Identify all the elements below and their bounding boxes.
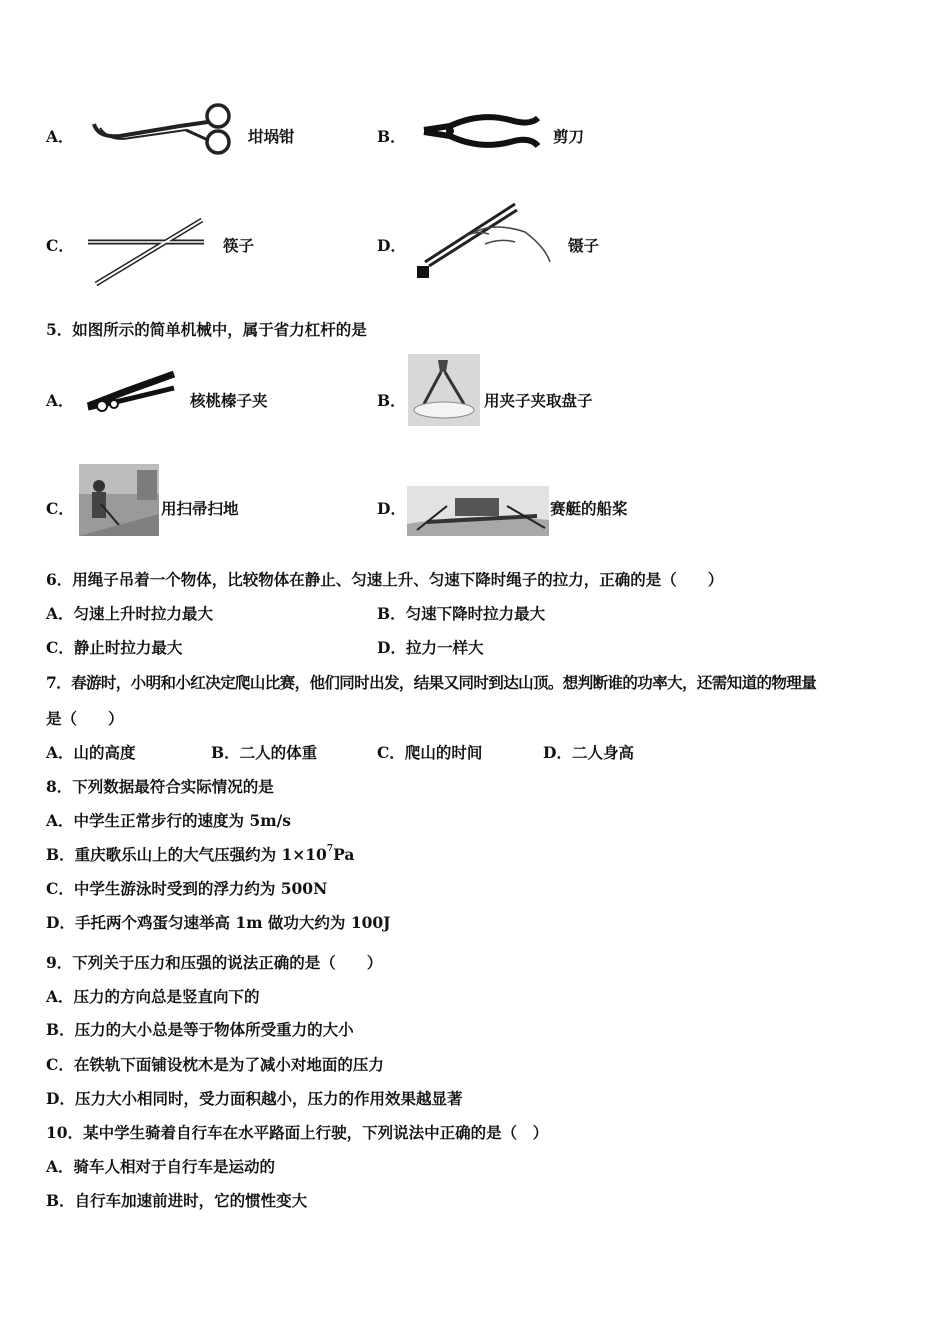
q10-option-b: B．自行车加速前进时，它的惯性变大	[46, 1191, 308, 1210]
q4-option-d-letter: D．	[377, 236, 406, 255]
q7-option-a: A．山的高度	[46, 743, 136, 762]
q4-option-a-text: 坩埚钳	[248, 127, 295, 146]
q6-stem: 6．用绳子吊着一个物体，比较物体在静止、匀速上升、匀速下降时绳子的拉力，正确的是（ ）	[46, 570, 724, 589]
q8-option-c: C．中学生游泳时受到的浮力约为 500N	[46, 879, 328, 898]
q4-option-a-letter: A．	[46, 127, 74, 146]
q4-option-b-letter: B．	[377, 127, 406, 146]
q5-option-b-text: 用夹子夹取盘子	[484, 391, 593, 410]
q7-option-b: B．二人的体重	[211, 743, 318, 762]
q5-option-d-text: 赛艇的船桨	[550, 499, 628, 518]
q8-option-b	[46, 845, 354, 865]
q10-option-a: A．骑车人相对于自行车是运动的	[46, 1157, 276, 1176]
q9-option-d: D．压力大小相同时，受力面积越小，压力的作用效果越显著	[46, 1089, 463, 1108]
q5-option-b-letter: B．	[377, 391, 406, 410]
nutcracker-image	[84, 370, 180, 418]
tweezers-image	[405, 192, 555, 292]
q9-option-a: A．压力的方向总是竖直向下的	[46, 987, 260, 1006]
q4-option-c-text: 筷子	[223, 236, 255, 255]
q6-option-b: B．匀速下降时拉力最大	[377, 604, 546, 623]
q9-stem: 9．下列关于压力和压强的说法正确的是（ ）	[46, 953, 383, 972]
sweeping-broom-photo	[79, 464, 159, 536]
q7-option-c: C．爬山的时间	[377, 743, 483, 762]
q6-option-a: A．匀速上升时拉力最大	[46, 604, 214, 623]
q5-option-a-text: 核桃榛子夹	[190, 391, 268, 410]
q10-stem: 10．某中学生骑着自行车在水平路面上行驶，下列说法中正确的是（ ）	[46, 1123, 549, 1142]
q5-option-a-letter: A．	[46, 391, 74, 410]
rowing-boat-oars-photo	[407, 486, 549, 536]
q7-option-d: D．二人身高	[543, 743, 634, 762]
q7-stem-line2: 是（ ）	[46, 709, 124, 728]
q8-option-a: A．中学生正常步行的速度为 5m/s	[46, 811, 291, 830]
q6-option-c: C．静止时拉力最大	[46, 638, 183, 657]
q5-option-c-letter: C．	[46, 499, 74, 518]
q9-option-b: B．压力的大小总是等于物体所受重力的大小	[46, 1020, 354, 1039]
plate-clip-photo	[408, 354, 480, 426]
q8-option-b-exponent: 7	[326, 844, 334, 854]
q4-option-d-text: 镊子	[568, 236, 600, 255]
q7-stem-line1: 7．春游时，小明和小红决定爬山比赛，他们同时出发，结果又同时到达山顶。想判断谁的功率大，还需知道的物理量	[46, 673, 817, 692]
q8-option-b-unit: Pa	[333, 845, 355, 864]
q4-option-b-text: 剪刀	[553, 127, 585, 146]
q5-option-d-letter: D．	[377, 499, 406, 518]
q8-option-b-text: B．重庆歌乐山上的大气压强约为 1×10	[46, 845, 327, 864]
q8-stem: 8．下列数据最符合实际情况的是	[46, 777, 274, 796]
q9-option-c: C．在铁轨下面铺设枕木是为了减小对地面的压力	[46, 1055, 384, 1074]
q8-option-d: D．手托两个鸡蛋匀速举高 1m 做功大约为 100J	[46, 913, 391, 932]
crucible-tongs-image	[90, 100, 235, 158]
chopsticks-image	[86, 212, 208, 288]
scissors-pliers-image	[420, 108, 542, 154]
q5-option-c-text: 用扫帚扫地	[161, 499, 239, 518]
q6-option-d: D．拉力一样大	[377, 638, 484, 657]
q5-stem: 5．如图所示的简单机械中，属于省力杠杆的是	[46, 320, 367, 339]
q4-option-c-letter: C．	[46, 236, 74, 255]
